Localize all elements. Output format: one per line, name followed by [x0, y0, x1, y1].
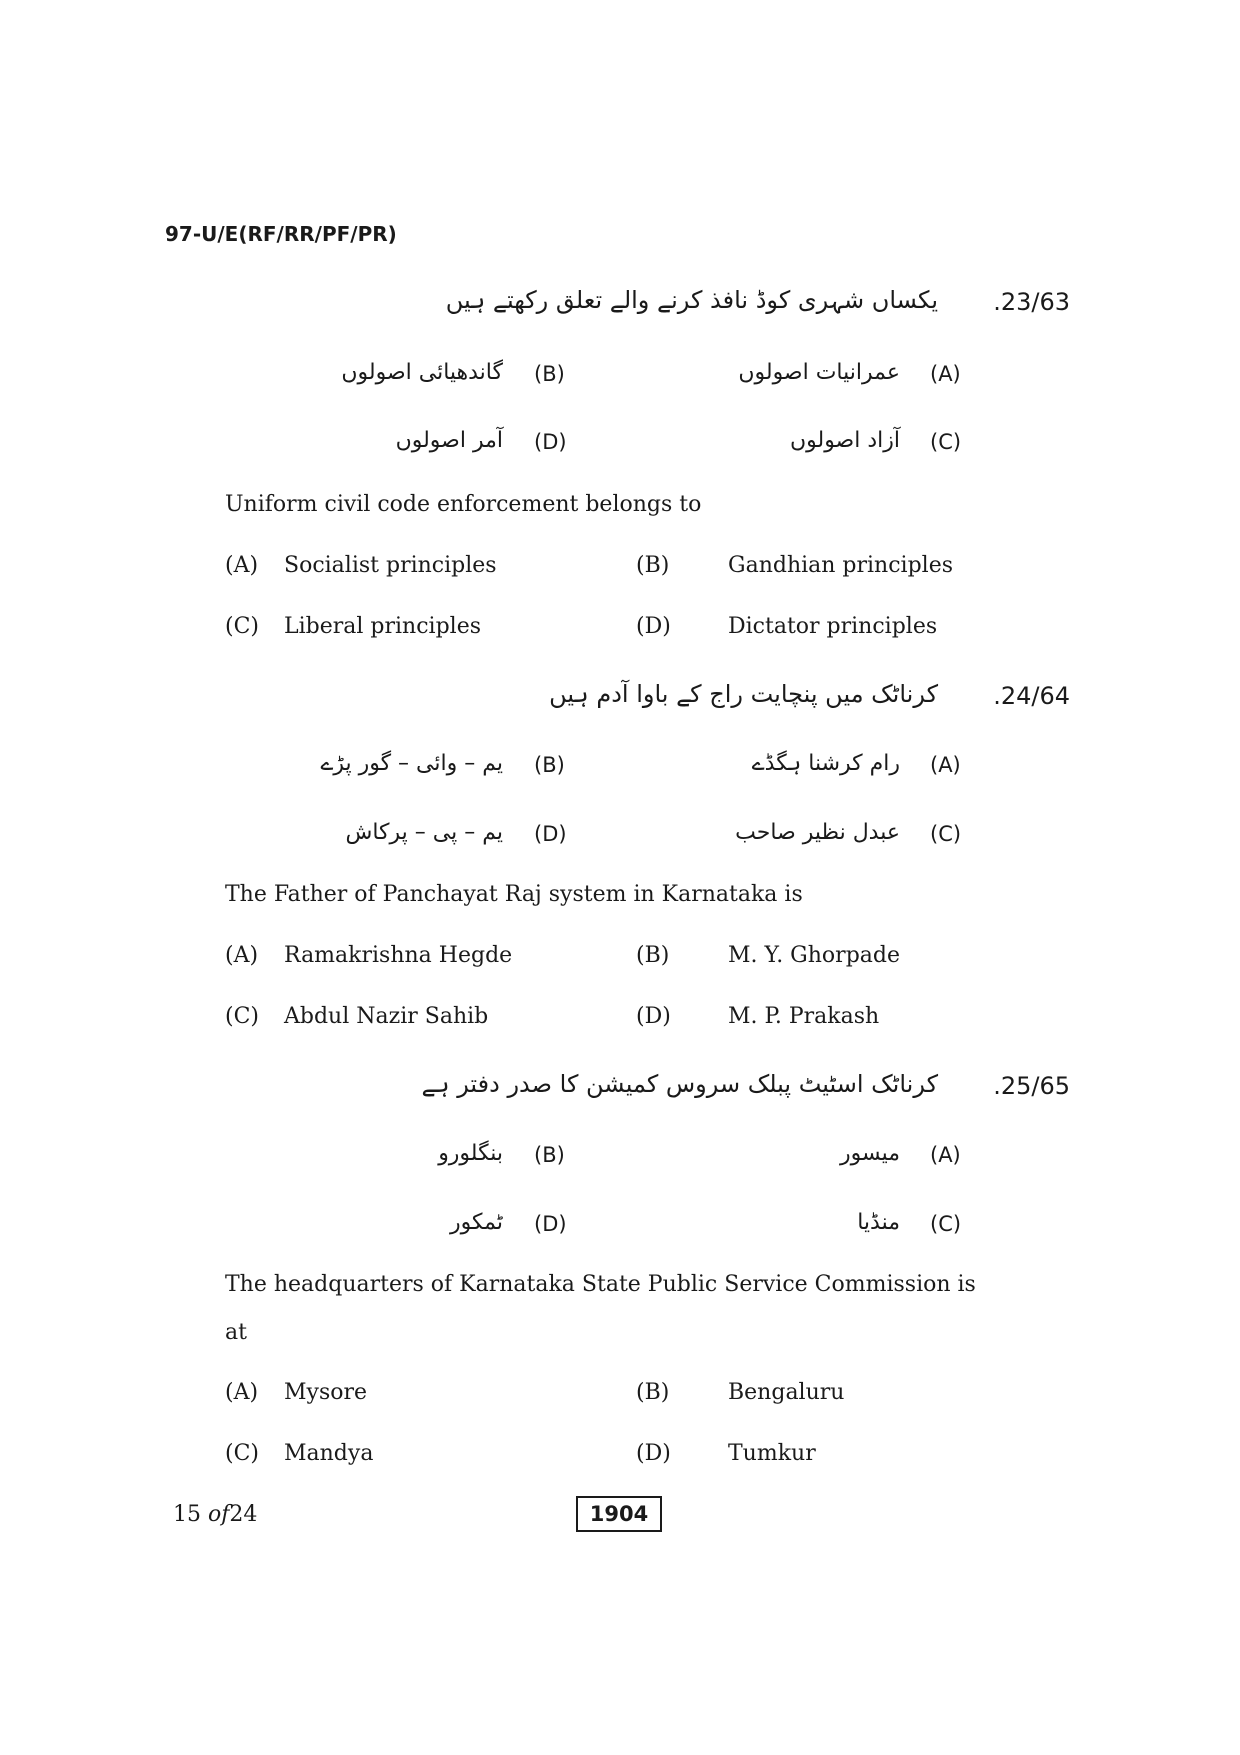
urdu-option-d-text: آمر اصولوں — [395, 428, 503, 453]
english-option-c-label: (C) — [225, 614, 259, 639]
urdu-option-a-text: میسور — [839, 1141, 900, 1166]
urdu-option-a-text: رام کرشنا ہگڈے — [751, 751, 900, 776]
english-option-b-label: (B) — [636, 553, 670, 578]
english-question-text: Uniform civil code enforcement belongs to — [225, 492, 702, 517]
english-question-text: The headquarters of Karnataka State Public Service Commission is — [225, 1272, 976, 1297]
urdu-option-a-text: عمرانیات اصولوں — [738, 360, 900, 385]
question-number: .24/64 — [993, 682, 1070, 710]
urdu-option-a-label: (A) — [930, 753, 961, 777]
page-number-of: of — [208, 1502, 230, 1527]
question-number: .25/65 — [993, 1072, 1070, 1100]
english-question-text-continued: at — [225, 1320, 247, 1345]
english-option-b-label: (B) — [636, 1380, 670, 1405]
urdu-option-b-label: (B) — [534, 1143, 565, 1167]
english-option-c-text: Abdul Nazir Sahib — [284, 1004, 489, 1029]
urdu-option-b-label: (B) — [534, 753, 565, 777]
english-option-b-label: (B) — [636, 943, 670, 968]
english-option-d-text: M. P. Prakash — [728, 1004, 880, 1029]
urdu-question-text: کرناٹک میں پنچایت راج کے باوا آدم ہیں — [549, 680, 938, 708]
urdu-option-d-text: ٹمکور — [450, 1210, 503, 1235]
english-option-a-label: (A) — [225, 553, 259, 578]
urdu-option-b-text: بنگلورو — [438, 1141, 503, 1166]
english-option-a-text: Mysore — [284, 1380, 368, 1405]
urdu-option-d-label: (D) — [534, 822, 567, 846]
english-option-d-label: (D) — [636, 1004, 671, 1029]
english-option-d-text: Tumkur — [728, 1441, 816, 1466]
english-question-text: The Father of Panchayat Raj system in Karnataka is — [225, 882, 803, 907]
urdu-question-text: یکساں شہری کوڈ نافذ کرنے والے تعلق رکھتے ہیں — [445, 286, 938, 314]
page-number-current: 15 — [173, 1502, 201, 1527]
urdu-option-c-text: منڈیا — [857, 1210, 900, 1235]
urdu-option-b-label: (B) — [534, 362, 565, 386]
english-option-b-text: Bengaluru — [728, 1380, 845, 1405]
page-number-total: 24 — [229, 1502, 258, 1527]
urdu-option-a-label: (A) — [930, 1143, 961, 1167]
urdu-option-c-label: (C) — [930, 822, 962, 846]
english-option-a-label: (A) — [225, 1380, 259, 1405]
english-option-c-text: Mandya — [284, 1441, 374, 1466]
english-option-b-text: Gandhian principles — [728, 553, 954, 578]
urdu-option-a-label: (A) — [930, 362, 961, 386]
urdu-option-d-text: یم – پی – پرکاش — [345, 820, 503, 845]
urdu-option-c-text: عبدل نظیر صاحب — [735, 820, 900, 845]
english-option-d-label: (D) — [636, 614, 671, 639]
booklet-header-code: 97-U/E(RF/RR/PF/PR) — [165, 222, 397, 246]
english-option-c-label: (C) — [225, 1441, 259, 1466]
english-option-a-label: (A) — [225, 943, 259, 968]
english-option-d-label: (D) — [636, 1441, 671, 1466]
booklet-code-box: 1904 — [576, 1496, 662, 1532]
urdu-option-b-text: یم – وائی – گور پڑے — [320, 751, 503, 776]
urdu-option-d-label: (D) — [534, 430, 567, 454]
question-number: .23/63 — [993, 288, 1070, 316]
page-number — [173, 1502, 257, 1527]
english-option-a-text: Ramakrishna Hegde — [284, 943, 513, 968]
urdu-question-text: کرناٹک اسٹیٹ پبلک سروس کمیشن کا صدر دفتر ہے — [421, 1070, 938, 1098]
english-option-c-label: (C) — [225, 1004, 259, 1029]
urdu-option-c-text: آزاد اصولوں — [789, 428, 900, 453]
urdu-option-b-text: گاندھیائی اصولوں — [341, 360, 503, 385]
urdu-option-c-label: (C) — [930, 1212, 962, 1236]
english-option-a-text: Socialist principles — [284, 553, 497, 578]
english-option-d-text: Dictator principles — [728, 614, 938, 639]
english-option-b-text: M. Y. Ghorpade — [728, 943, 900, 968]
urdu-option-d-label: (D) — [534, 1212, 567, 1236]
urdu-option-c-label: (C) — [930, 430, 962, 454]
english-option-c-text: Liberal principles — [284, 614, 482, 639]
